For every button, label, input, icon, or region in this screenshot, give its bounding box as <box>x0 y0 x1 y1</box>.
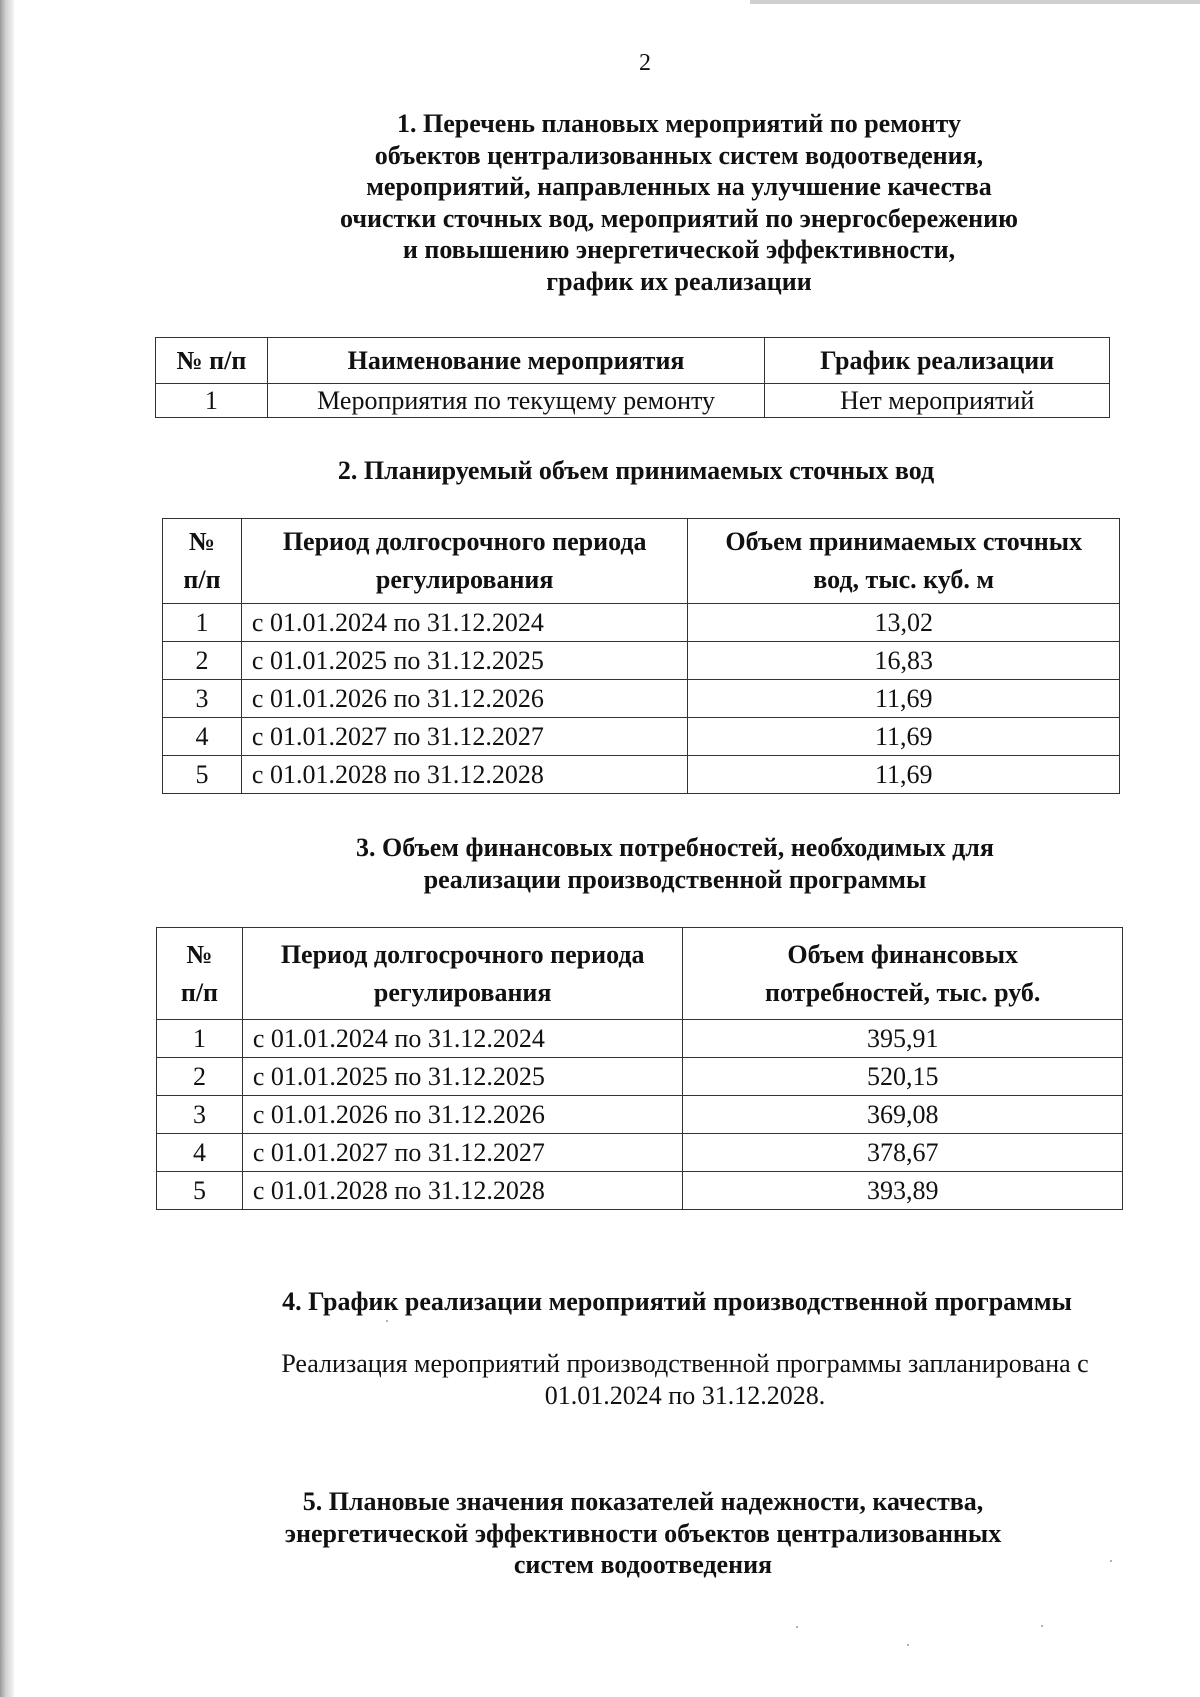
section1-title-line: 1. Перечень плановых мероприятий по ремонту <box>397 109 961 138</box>
activity-schedule: Нет мероприятий <box>765 384 1110 418</box>
volume-cell: 16,83 <box>688 642 1120 680</box>
row-number: 2 <box>157 1058 243 1096</box>
activity-name: Мероприятия по текущему ремонту <box>267 384 764 418</box>
column-header: № п/п <box>156 338 268 384</box>
period-cell: с 01.01.2024 по 31.12.2024 <box>241 604 688 642</box>
period-cell: с 01.01.2027 по 31.12.2027 <box>241 718 688 756</box>
period-cell: с 01.01.2025 по 31.12.2025 <box>242 1058 683 1096</box>
page-number: 2 <box>639 50 651 76</box>
row-number: 4 <box>163 718 242 756</box>
amount-cell: 369,08 <box>683 1096 1123 1134</box>
row-number: 5 <box>157 1172 243 1210</box>
financial-needs-table <box>156 927 1123 1210</box>
table-header-row <box>157 928 1123 1020</box>
section5-title-line: систем водоотведения <box>513 1550 773 1579</box>
table-row <box>157 1096 1123 1134</box>
scan-speck <box>907 1644 909 1646</box>
column-header: Наименование мероприятия <box>267 338 764 384</box>
table-row <box>157 1020 1123 1058</box>
amount-cell: 393,89 <box>683 1172 1123 1210</box>
scan-speck <box>1041 1625 1043 1627</box>
section4-text-line: Реализация мероприятий производственной программы запланирована с <box>281 1349 1089 1378</box>
period-cell: с 01.01.2028 по 31.12.2028 <box>242 1172 683 1210</box>
volume-cell: 11,69 <box>688 718 1120 756</box>
table-row <box>157 1134 1123 1172</box>
amount-cell: 520,15 <box>683 1058 1123 1096</box>
period-cell: с 01.01.2024 по 31.12.2024 <box>242 1020 683 1058</box>
section4-title: 4. График реализации мероприятий производственной программы <box>282 1287 1072 1316</box>
period-cell: с 01.01.2026 по 31.12.2026 <box>242 1096 683 1134</box>
section3-title-line: реализации производственной программы <box>423 864 927 894</box>
period-cell: с 01.01.2028 по 31.12.2028 <box>241 756 688 794</box>
scan-speck <box>1110 1560 1112 1562</box>
table-header-row <box>163 519 1120 604</box>
section5-title-line: энергетической эффективности объектов централизованных <box>284 1518 1002 1548</box>
section3-title <box>0 832 1200 895</box>
period-cell: с 01.01.2025 по 31.12.2025 <box>241 642 688 680</box>
section2-title: 2. Планируемый объем принимаемых сточных вод <box>337 456 935 485</box>
amount-cell: 378,67 <box>683 1134 1123 1172</box>
column-header-number: № п/п <box>157 928 243 1020</box>
row-number: 4 <box>157 1134 243 1172</box>
scan-top-edge <box>750 0 1200 4</box>
row-number: 3 <box>157 1096 243 1134</box>
wastewater-volume-table <box>162 518 1120 794</box>
row-number: 1 <box>163 604 242 642</box>
table-row <box>163 680 1120 718</box>
section1-title-line: график их реализации <box>546 266 812 296</box>
section3-title-line: 3. Объем финансовых потребностей, необходимых для <box>356 833 994 862</box>
volume-cell: 13,02 <box>688 604 1120 642</box>
row-number: 2 <box>163 642 242 680</box>
column-header: График реализации <box>765 338 1110 384</box>
section4-text-line: 01.01.2024 по 31.12.2028. <box>544 1381 826 1410</box>
period-cell: с 01.01.2027 по 31.12.2027 <box>242 1134 683 1172</box>
row-number: 1 <box>156 384 268 418</box>
volume-cell: 11,69 <box>688 680 1120 718</box>
section1-title <box>0 108 1200 297</box>
column-header-financial: Объем финансовых потребностей, тыс. руб. <box>683 928 1123 1020</box>
volume-cell: 11,69 <box>688 756 1120 794</box>
section4-text <box>0 1348 1200 1412</box>
column-header-period: Период долгосрочного периода регулирования <box>241 519 688 604</box>
section1-title-line: очистки сточных вод, мероприятий по энергосбережению <box>340 203 1018 233</box>
column-header-period: Период долгосрочного периода регулирования <box>242 928 683 1020</box>
activities-table <box>155 337 1110 418</box>
table-row <box>163 642 1120 680</box>
table-row <box>163 604 1120 642</box>
section5-title <box>0 1486 1200 1581</box>
table-header-row <box>156 338 1110 384</box>
table-row <box>163 756 1120 794</box>
section1-title-line: мероприятий, направленных на улучшение качества <box>366 172 992 201</box>
table-row <box>157 1172 1123 1210</box>
row-number: 3 <box>163 680 242 718</box>
table-row <box>157 1058 1123 1096</box>
table-row <box>163 718 1120 756</box>
section1-title-line: и повышению энергетической эффективности, <box>402 235 956 264</box>
table-row <box>156 384 1110 418</box>
section5-title-line: 5. Плановые значения показателей надежности, качества, <box>302 1487 984 1516</box>
column-header-volume: Объем принимаемых сточных вод, тыс. куб. м <box>688 519 1120 604</box>
row-number: 1 <box>157 1020 243 1058</box>
scan-speck <box>386 1320 388 1322</box>
scan-speck <box>796 1626 798 1628</box>
column-header-number: № п/п <box>163 519 242 604</box>
period-cell: с 01.01.2026 по 31.12.2026 <box>241 680 688 718</box>
section1-title-line: объектов централизованных систем водоотведения, <box>374 140 984 170</box>
row-number: 5 <box>163 756 242 794</box>
amount-cell: 395,91 <box>683 1020 1123 1058</box>
